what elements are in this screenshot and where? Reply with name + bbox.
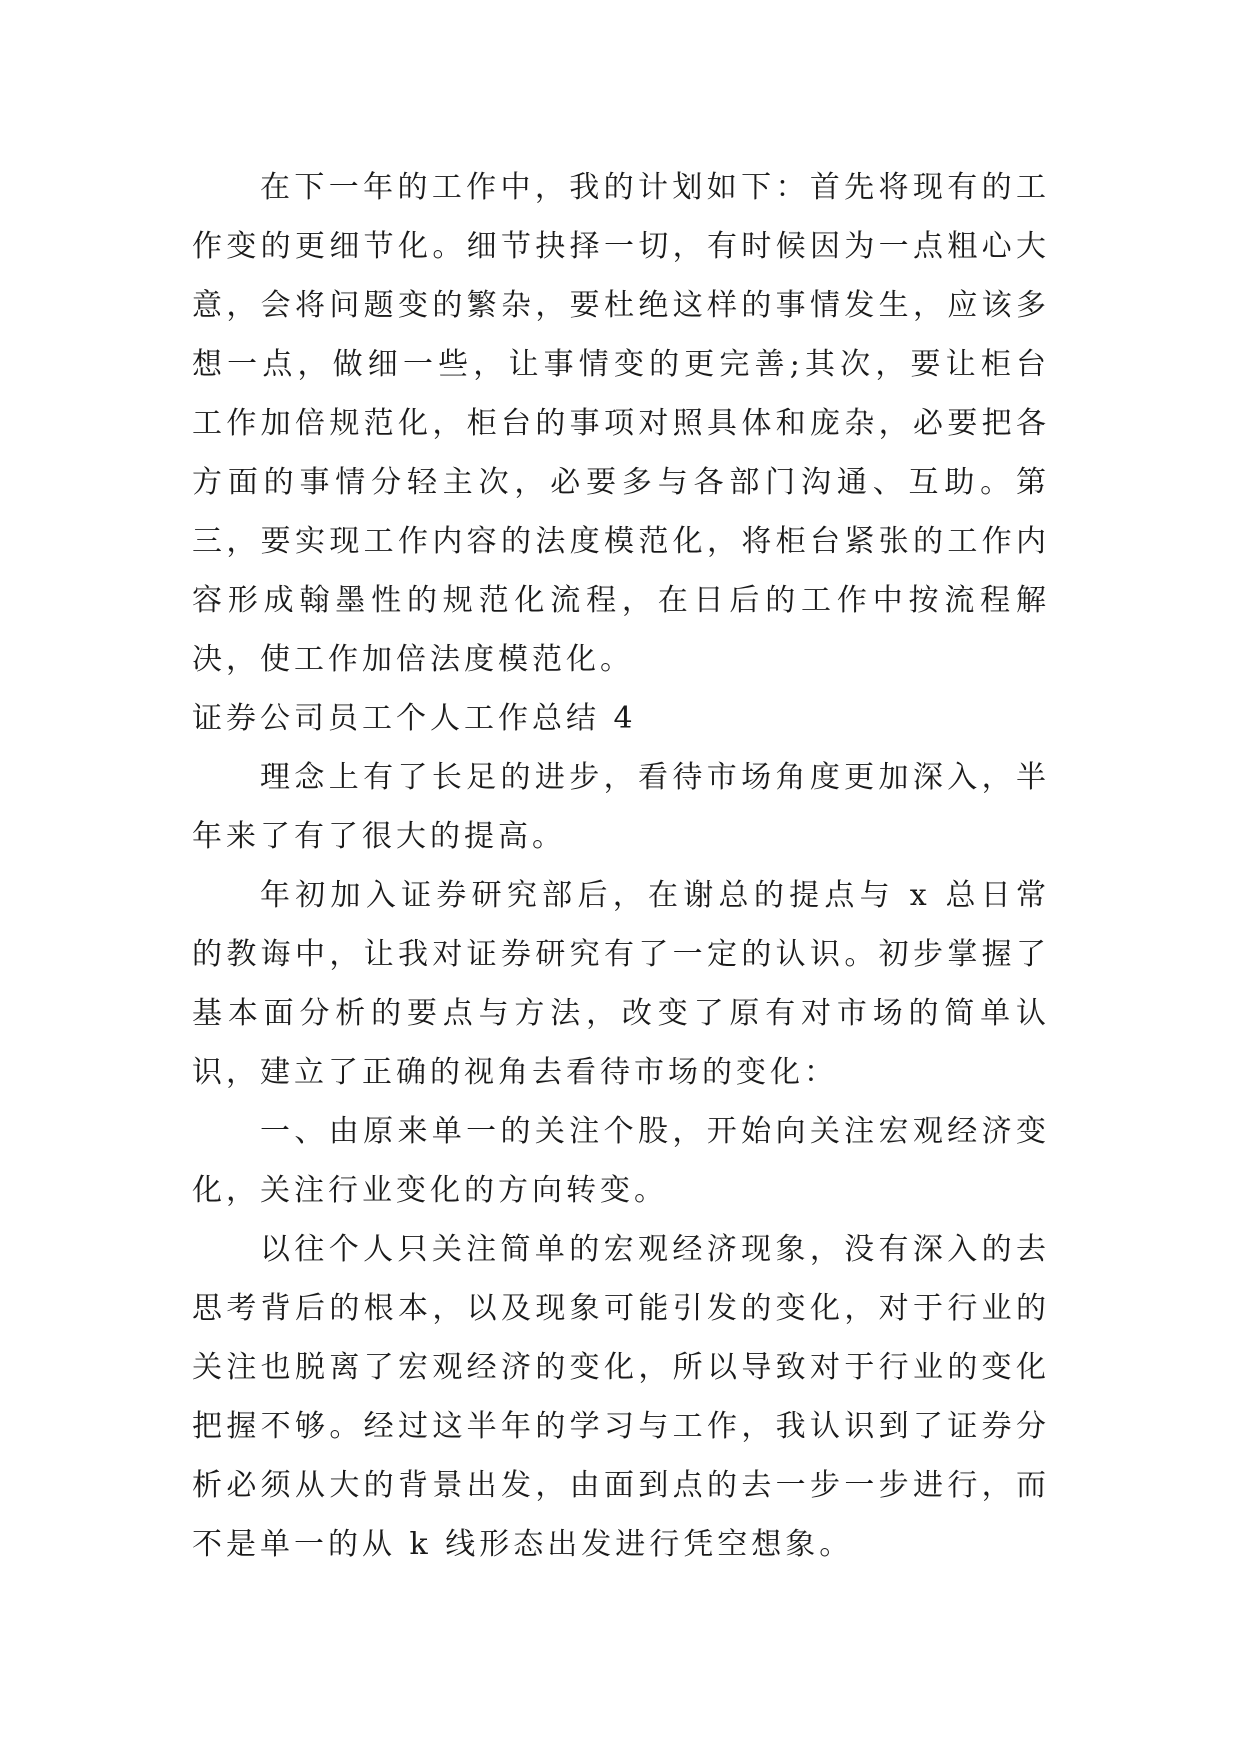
paragraph-work-plan: 在下一年的工作中，我的计划如下：首先将现有的工作变的更细节化。细节抉择一切，有时候因为一点粗心大意，会将问题变的繁杂，要杜绝这样的事情发生，应该多想一点，做细一些，让事情变的更完善;其次，要让柜台工作加倍规范化，柜台的事项对照具体和庞杂，必要把各方面的事情分轻主次，必要多与各部门沟通、互助。第三，要实现工作内容的法度模范化，将柜台紧张的工作内容形成翰墨性的规范化流程，在日后的工作中按流程解决，使工作加倍法度模范化。 — [192, 170, 1050, 677]
paragraph-joining-research: 年初加入证券研究部后，在谢总的提点与 x 总日常的教诲中，让我对证券研究有了一定的认识。初步掌握了基本面分析的要点与方法，改变了原有对市场的简单认识，建立了正确的视角去看待市场的变化： — [192, 878, 1050, 1090]
document-page — [192, 158, 1050, 1574]
paragraph-macro-analysis: 以往个人只关注简单的宏观经济现象，没有深入的去思考背后的根本，以及现象可能引发的变化，对于行业的关注也脱离了宏观经济的变化，所以导致对于行业的变化把握不够。经过这半年的学习与工作，我认识到了证券分析必须从大的背景出发，由面到点的去一步一步进行，而不是单一的从 k 线形态出发进行凭空想象。 — [192, 1232, 1050, 1562]
paragraph-point-one: 一、由原来单一的关注个股，开始向关注宏观经济变化，关注行业变化的方向转变。 — [192, 1114, 1050, 1208]
section-heading: 证券公司员工个人工作总结 4 — [192, 701, 637, 736]
paragraph-progress: 理念上有了长足的进步，看待市场角度更加深入，半年来了有了很大的提高。 — [192, 760, 1050, 854]
